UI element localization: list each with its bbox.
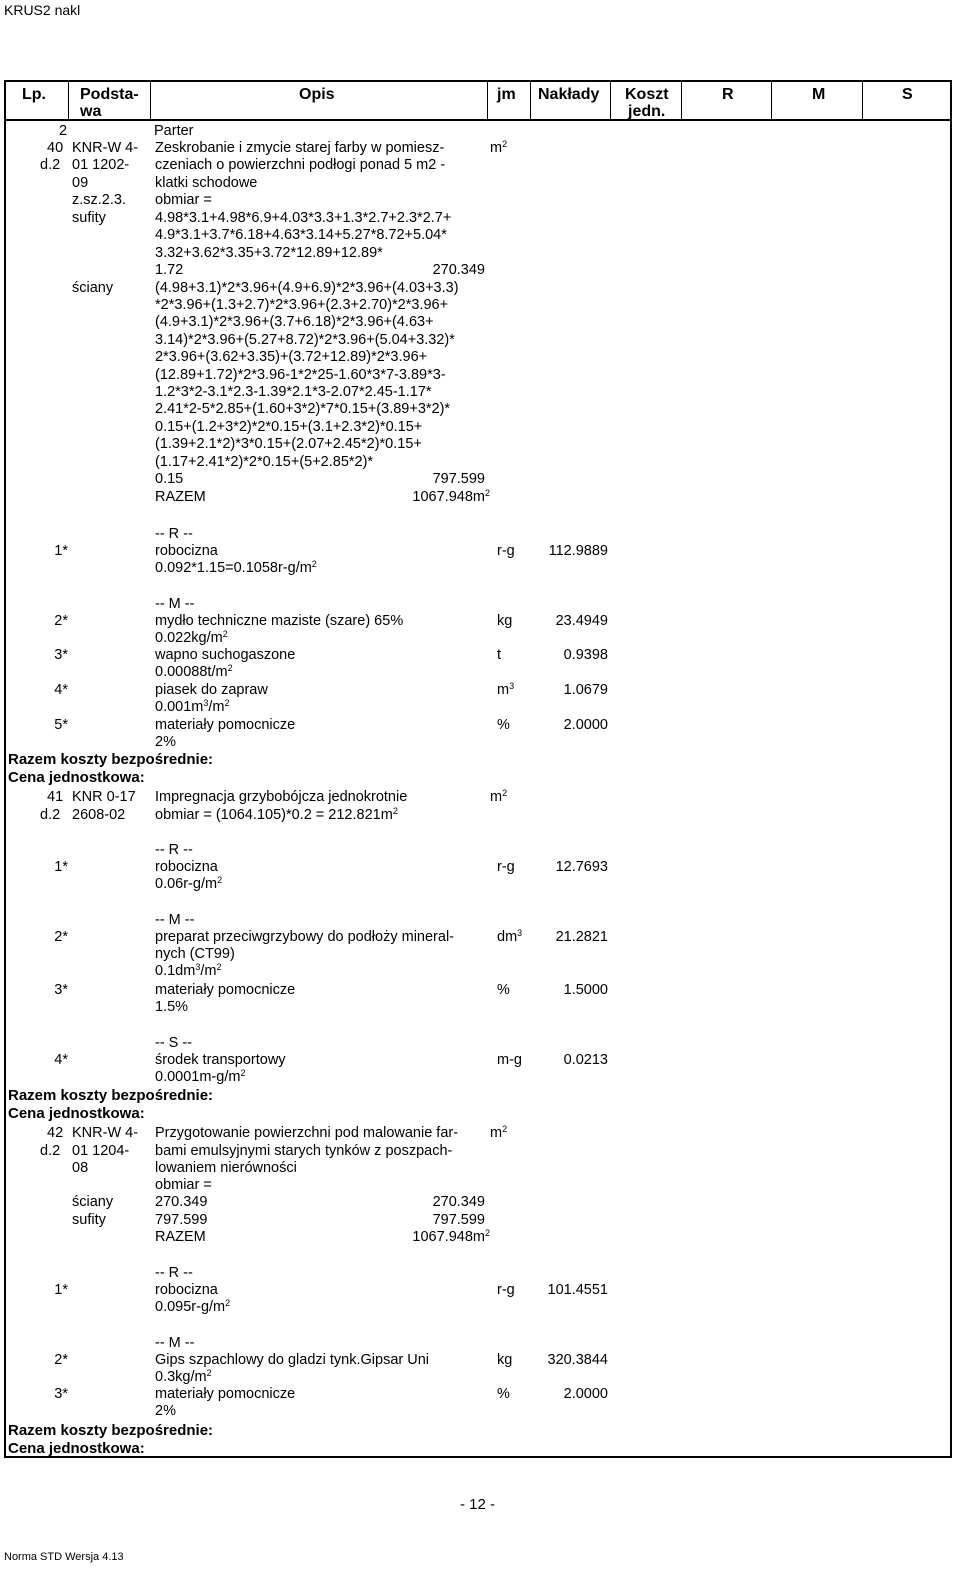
calc-line: (1.17+2.41*2)*2*0.15+(5+2.85*2)* — [155, 454, 374, 470]
resource-unit: $m^3$ — [497, 681, 515, 698]
base-41-2: 2608-02 — [72, 807, 126, 823]
resource-name: materiały pomocnicze — [155, 982, 296, 998]
calc-line: (4.98+3.1)*2*3.96+(4.9+6.9)*2*3.96+(4.03+3.3) — [155, 280, 459, 296]
expr-sufity-42: 797.599 — [155, 1212, 208, 1228]
resource-unit: % — [497, 717, 510, 733]
lp-42-d: d.2 — [40, 1143, 61, 1159]
software-version: Norma STD Wersja 4.13 — [4, 1551, 124, 1563]
desc-42-4: obmiar = — [155, 1177, 212, 1193]
resource-norm: $0.001m^3/m^2$ — [155, 698, 230, 715]
calc-line: 1.2*3*2-3.1*2.3-1.39*2.1*3-2.07*2.45-1.17* — [155, 384, 432, 400]
desc-42-2: bami emulsyjnymi starych tynków z poszpach- — [155, 1143, 453, 1159]
resource-number: 2* — [54, 613, 68, 629]
subtotal-sciany: 797.599 — [432, 471, 485, 487]
resource-norm: $0.0001m-g/m^2$ — [155, 1068, 246, 1085]
resource-quantity: 2.0000 — [563, 1386, 608, 1402]
resource-group: -- S -- — [155, 1035, 193, 1051]
desc-40-1: Zeskrobanie i zmycie starej farby w pomiesz- — [155, 140, 445, 156]
resource-name: preparat przeciwgrzybowy do podłoży mineral- — [155, 929, 454, 945]
base-40-1: KNR-W 4- — [72, 140, 139, 156]
expr-sciany-42: 270.349 — [155, 1194, 208, 1210]
col-jm: jm — [497, 86, 516, 103]
resource-quantity: 2.0000 — [563, 717, 608, 733]
resource-unit: t — [497, 647, 502, 663]
resource-quantity: 21.2821 — [555, 929, 608, 945]
razem-value-42: $1067.948m^2$ — [412, 1228, 490, 1245]
resource-name: materiały pomocnicze — [155, 1386, 296, 1402]
base-40-3: 09 — [72, 175, 89, 191]
value-sciany-42: 270.349 — [432, 1194, 485, 1210]
col-opis: Opis — [299, 86, 335, 103]
calc-line: 3.14)*2*3.96+(5.27+8.72)*2*3.96+(5.04+3.32)* — [155, 332, 455, 348]
resource-unit: % — [497, 982, 510, 998]
resource-number: 3* — [54, 982, 68, 998]
header-divider — [4, 119, 952, 121]
resource-norm: $0.092*1.15=0.1058r-g/m^2$ — [155, 559, 317, 576]
resource-norm: $0.022kg/m^2$ — [155, 629, 228, 646]
resource-group: -- M -- — [155, 596, 195, 612]
resource-number: 4* — [54, 682, 68, 698]
cena-jedn-42: Cena jednostkowa: — [8, 1440, 145, 1457]
resource-name: piasek do zapraw — [155, 682, 268, 698]
jm-42: $m^2$ — [490, 1124, 508, 1141]
calc-line: 1.72 — [155, 262, 184, 278]
razem-koszty-42: Razem koszty bezpośrednie: — [8, 1422, 214, 1439]
resource-number: 4* — [54, 1052, 68, 1068]
resource-name: Gips szpachlowy do gladzi tynk.Gipsar Uni — [155, 1352, 430, 1368]
resource-group: -- R -- — [155, 526, 193, 542]
razem-value-40: $1067.948m^2$ — [412, 488, 490, 505]
resource-quantity: 112.9889 — [548, 543, 608, 559]
base-42-3: 08 — [72, 1160, 89, 1176]
resource-group: -- M -- — [155, 1335, 195, 1351]
label-sufity: sufity — [72, 210, 106, 226]
razem-koszty-40: Razem koszty bezpośrednie: — [8, 751, 214, 768]
resource-quantity: 101.4551 — [547, 1282, 608, 1298]
resource-quantity: 320.3844 — [547, 1352, 608, 1368]
jm-40: $m^2$ — [490, 139, 508, 156]
label-sciany-42: ściany — [72, 1194, 114, 1210]
resource-unit: kg — [497, 1352, 513, 1368]
calc-line: 3.32+3.62*3.35+3.72*12.89+12.89* — [155, 245, 383, 261]
desc-42-1: Przygotowanie powierzchni pod malowanie far- — [155, 1125, 459, 1141]
resource-name: mydło techniczne maziste (szare) 65% — [155, 613, 404, 629]
resource-norm: $0.06r-g/m^2$ — [155, 875, 223, 892]
cena-jedn-41: Cena jednostkowa: — [8, 1105, 145, 1122]
calc-line: (4.9+3.1)*2*3.96+(3.7+6.18)*2*3.96+(4.63+ — [155, 314, 434, 330]
calc-line: *2*3.96+(1.3+2.7)*2*3.96+(2.3+2.70)*2*3.96+ — [155, 297, 449, 313]
lp-41: 41 — [47, 789, 64, 805]
razem-koszty-41: Razem koszty bezpośrednie: — [8, 1087, 214, 1104]
desc-40-4: obmiar = — [155, 192, 212, 208]
resource-group: -- M -- — [155, 912, 195, 928]
resource-norm: 1.5% — [155, 999, 189, 1015]
page-number: - 12 - — [460, 1496, 496, 1513]
resource-norm: $0.095r-g/m^2$ — [155, 1298, 231, 1315]
resource-number: 1* — [54, 1282, 68, 1298]
subtotal-sufity: 270.349 — [432, 262, 485, 278]
resource-name: robocizna — [155, 1282, 218, 1298]
calc-line: 4.9*3.1+3.7*6.18+4.63*3.14+5.27*8.72+5.04* — [155, 227, 447, 243]
resource-number: 1* — [54, 859, 68, 875]
resource-quantity: 0.9398 — [563, 647, 608, 663]
resource-number: 2* — [54, 1352, 68, 1368]
lp-40-d: d.2 — [40, 157, 61, 173]
window-title: KRUS2 nakl — [4, 2, 81, 18]
resource-unit: $dm^3$ — [497, 928, 523, 945]
resource-number: 3* — [54, 647, 68, 663]
lp-41-d: d.2 — [40, 807, 61, 823]
resource-unit: r-g — [497, 859, 515, 875]
resource-name: robocizna — [155, 543, 218, 559]
resource-quantity: 1.5000 — [563, 982, 608, 998]
estimate-page — [4, 80, 952, 1458]
resource-number: 2* — [54, 929, 68, 945]
col-koszt-2: jedn. — [628, 103, 666, 120]
resource-unit: % — [497, 1386, 510, 1402]
resource-number: 5* — [54, 717, 68, 733]
resource-norm: $0.3kg/m^2$ — [155, 1368, 212, 1385]
resource-name: materiały pomocnicze — [155, 717, 296, 733]
label-sufity-42: sufity — [72, 1212, 106, 1228]
calc-line: 0.15+(1.2+3*2)*2*0.15+(3.1+2.3*2)*0.15+ — [155, 419, 423, 435]
resource-unit: r-g — [497, 543, 515, 559]
jm-41: $m^2$ — [490, 788, 508, 805]
lp-40: 40 — [47, 140, 64, 156]
calc-line: (12.89+1.72)*2*3.96-1*2*25-1.60*3*7-3.89*3- — [155, 367, 446, 383]
resource-norm: 2% — [155, 734, 176, 750]
cena-jedn-40: Cena jednostkowa: — [8, 769, 145, 786]
section-name: Parter — [154, 123, 194, 139]
calc-line: (1.39+2.1*2)*3*0.15+(2.07+2.45*2)*0.15+ — [155, 436, 422, 452]
resource-name: środek transportowy — [155, 1052, 286, 1068]
calc-line: 0.15 — [155, 471, 184, 487]
section-number: 2 — [59, 123, 68, 139]
resource-quantity: 0.0213 — [563, 1052, 608, 1068]
resource-unit: m-g — [497, 1052, 522, 1068]
razem-label-40: RAZEM — [155, 489, 206, 505]
col-podstawa-2: wa — [80, 103, 102, 120]
col-lp: Lp. — [22, 86, 46, 103]
resource-name: robocizna — [155, 859, 218, 875]
resource-norm: 2% — [155, 1403, 176, 1419]
col-podstawa-1: Podsta- — [80, 86, 139, 103]
calc-line: 2*3.96+(3.62+3.35)+(3.72+12.89)*2*3.96+ — [155, 349, 428, 365]
lp-42: 42 — [47, 1125, 64, 1141]
razem-label-42: RAZEM — [155, 1229, 206, 1245]
col-r: R — [722, 86, 734, 103]
base-42-2: 01 1204- — [72, 1143, 130, 1159]
resource-name: wapno suchogaszone — [155, 647, 296, 663]
col-s: S — [902, 86, 913, 103]
desc-41-1: Impregnacja grzybobójcza jednokrotnie — [155, 789, 408, 805]
base-40-2: 01 1202- — [72, 157, 130, 173]
resource-number: 1* — [54, 543, 68, 559]
calc-line: 2.41*2-5*2.85+(1.60+3*2)*7*0.15+(3.89+3*2)* — [155, 401, 451, 417]
label-sciany: ściany — [72, 280, 114, 296]
desc-41-2: obmiar = $(1064.105)*0.2 = 212.821m^2$ — [155, 806, 398, 823]
desc-40-2: czeniach o powierzchni podłogi ponad 5 m2 - — [155, 157, 446, 173]
col-naklady: Nakłady — [538, 86, 600, 103]
resource-group: -- R -- — [155, 842, 193, 858]
base-41-1: KNR 0-17 — [72, 789, 136, 805]
resource-norm: $0.00088t/m^2$ — [155, 663, 233, 680]
resource-name-cont: nych (CT99) — [155, 946, 235, 962]
resource-quantity: 23.4949 — [555, 613, 608, 629]
resource-unit: kg — [497, 613, 513, 629]
resource-quantity: 12.7693 — [555, 859, 608, 875]
resource-norm: $0.1dm^3/m^2$ — [155, 962, 222, 979]
resource-quantity: 1.0679 — [563, 682, 608, 698]
resource-number: 3* — [54, 1386, 68, 1402]
base-40-4: z.sz.2.3. — [72, 192, 126, 208]
resource-unit: r-g — [497, 1282, 515, 1298]
desc-42-3: lowaniem nierówności — [155, 1160, 297, 1176]
desc-40-3: klatki schodowe — [155, 175, 258, 191]
col-koszt-1: Koszt — [625, 86, 669, 103]
col-m: M — [812, 86, 826, 103]
value-sufity-42: 797.599 — [432, 1212, 485, 1228]
resource-group: -- R -- — [155, 1265, 193, 1281]
base-42-1: KNR-W 4- — [72, 1125, 139, 1141]
calc-line: 4.98*3.1+4.98*6.9+4.03*3.3+1.3*2.7+2.3*2.7+ — [155, 210, 452, 226]
